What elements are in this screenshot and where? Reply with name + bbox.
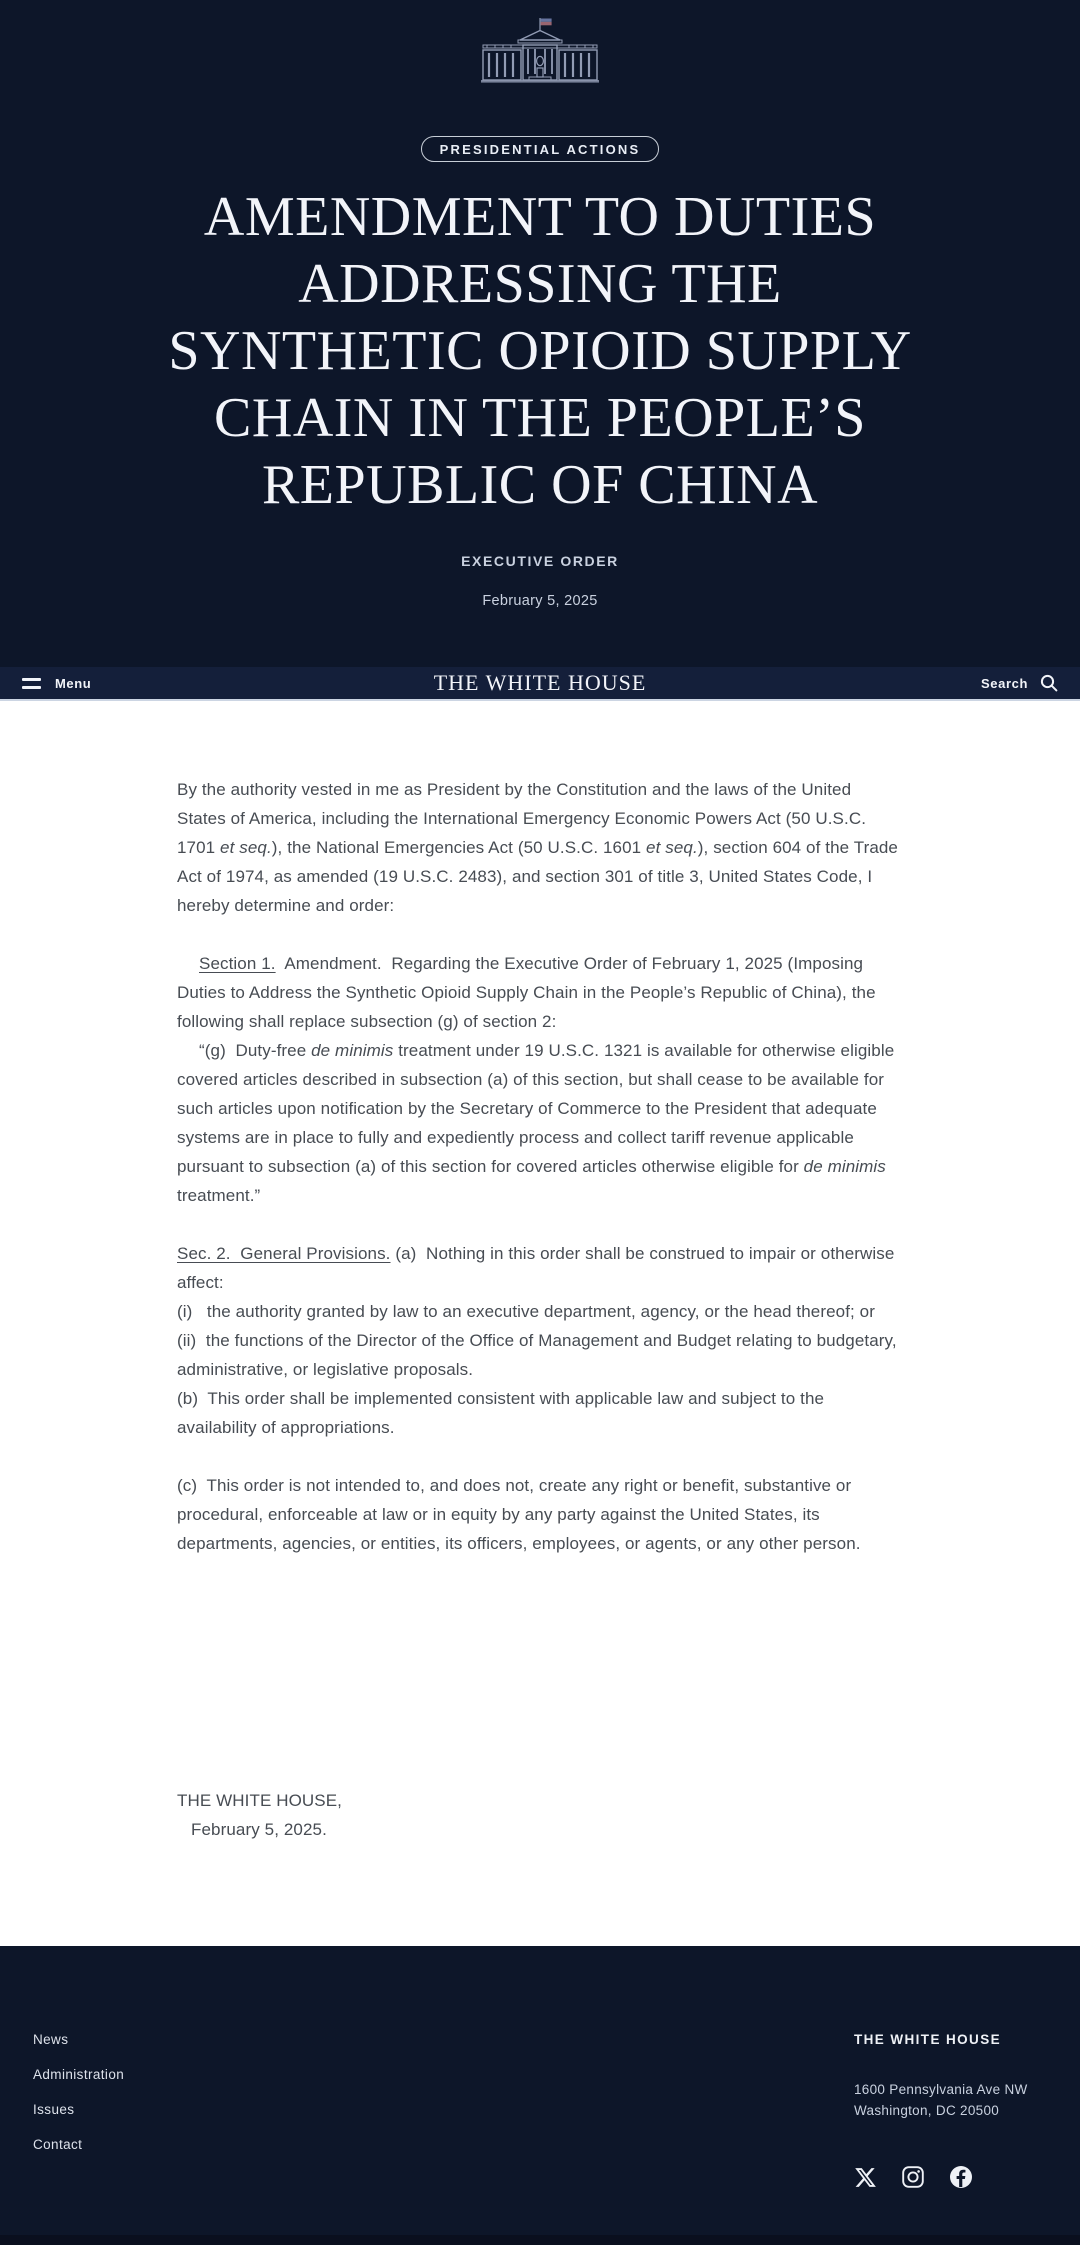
menu-label: Menu <box>55 675 92 691</box>
page-title-line: REPUBLIC OF CHINA <box>261 454 819 516</box>
page-title-line: SYNTHETIC OPIOID SUPPLY <box>168 320 912 382</box>
presidential-actions-badge[interactable]: PRESIDENTIAL ACTIONS <box>421 136 660 162</box>
x-icon[interactable] <box>854 2166 877 2189</box>
hero-section <box>0 0 1080 667</box>
footer-address <box>854 2079 1050 2121</box>
article-paragraph: By the authority vested in me as President by the Constitution and the laws of the United States of America, including the International Emergency Economic Powers Act (50 U.S.C. 1701 et seq.), the National Emergencies Act (50 U.S.C. 1601 et seq.), section 604 of the Trade Act of 1974, as amended (19 U.S.C. 2483), and section 301 of title 3, United States Code, I hereby determine and order: <box>177 780 898 915</box>
site-title[interactable]: THE WHITE HOUSE <box>433 670 647 695</box>
white-house-logo <box>465 16 615 90</box>
signature-block <box>177 1786 903 1844</box>
article-paragraph: Sec. 2. General Provisions. (a) Nothing in this order shall be construed to impair or otherwise affect: <box>177 1244 895 1292</box>
article-paragraph: (c) This order is not intended to, and does not, create any right or benefit, substantive or procedural, enforceable at law or in equity by any party against the United States, its departments, agencies, or entities, its officers, employees, or agents, or any other person. <box>177 1476 861 1553</box>
page-title-line: CHAIN IN THE PEOPLE’S <box>214 387 866 449</box>
article-paragraph: Section 1. Amendment. Regarding the Executive Order of February 1, 2025 (Imposing Duties to Address the Synthetic Opioid Supply Chain in the People’s Republic of China), the following shall replace subsection (g) of section 2: <box>177 954 876 1031</box>
search-button[interactable] <box>981 674 1058 692</box>
hamburger-icon <box>22 678 41 689</box>
footer-address-line2: Washington, DC 20500 <box>854 2103 1000 2118</box>
article-paragraph: (i) the authority granted by law to an executive department, agency, or the head thereof; or <box>177 1302 875 1321</box>
menu-button[interactable] <box>22 676 91 691</box>
footer-nav <box>33 2032 124 2245</box>
signature-place: THE WHITE HOUSE, <box>177 1791 342 1810</box>
document-type-label: EXECUTIVE ORDER <box>461 553 619 569</box>
footer-link-news[interactable]: News <box>33 2032 69 2047</box>
search-label: Search <box>981 675 1028 691</box>
page-title <box>168 184 911 519</box>
signature-date: February 5, 2025. <box>191 1820 327 1839</box>
social-links <box>854 2165 1050 2189</box>
footer-org-title: THE WHITE HOUSE <box>854 2032 1002 2047</box>
footer <box>0 1946 1080 2245</box>
publication-date: February 5, 2025 <box>482 593 598 609</box>
footer-info <box>854 2032 1050 2245</box>
top-navbar <box>0 667 1080 701</box>
facebook-icon[interactable] <box>949 2165 973 2189</box>
article-paragraph: “(g) Duty-free de minimis treatment under 19 U.S.C. 1321 is available for otherwise eligible covered articles described in subsection (a) of this section, but shall cease to be available for such articles upon notification by the Secretary of Commerce to the President that adequate systems are in place to fully and expediently process and collect tariff revenue applicable pursuant to subsection (a) of this section for covered articles otherwise eligible for de minimis treatment.” <box>177 1041 895 1205</box>
article-section <box>0 701 1080 1946</box>
instagram-icon[interactable] <box>901 2165 925 2189</box>
footer-bottom-strip <box>0 2235 1080 2245</box>
article-paragraph: (b) This order shall be implemented consistent with applicable law and subject to the availability of appropriations. <box>177 1389 825 1437</box>
footer-link-issues[interactable]: Issues <box>33 2102 75 2117</box>
article-body <box>177 701 903 1844</box>
page-title-line: AMENDMENT TO DUTIES <box>203 186 877 248</box>
footer-link-administration[interactable]: Administration <box>33 2067 125 2082</box>
magnifier-icon <box>1040 674 1058 692</box>
page-title-line: ADDRESSING THE <box>298 253 782 315</box>
article-paragraph: (ii) the functions of the Director of the Office of Management and Budget relating to budgetary, administrative, or legislative proposals. <box>177 1331 897 1379</box>
footer-link-contact[interactable]: Contact <box>33 2137 83 2152</box>
footer-address-line1: 1600 Pennsylvania Ave NW <box>854 2082 1028 2097</box>
